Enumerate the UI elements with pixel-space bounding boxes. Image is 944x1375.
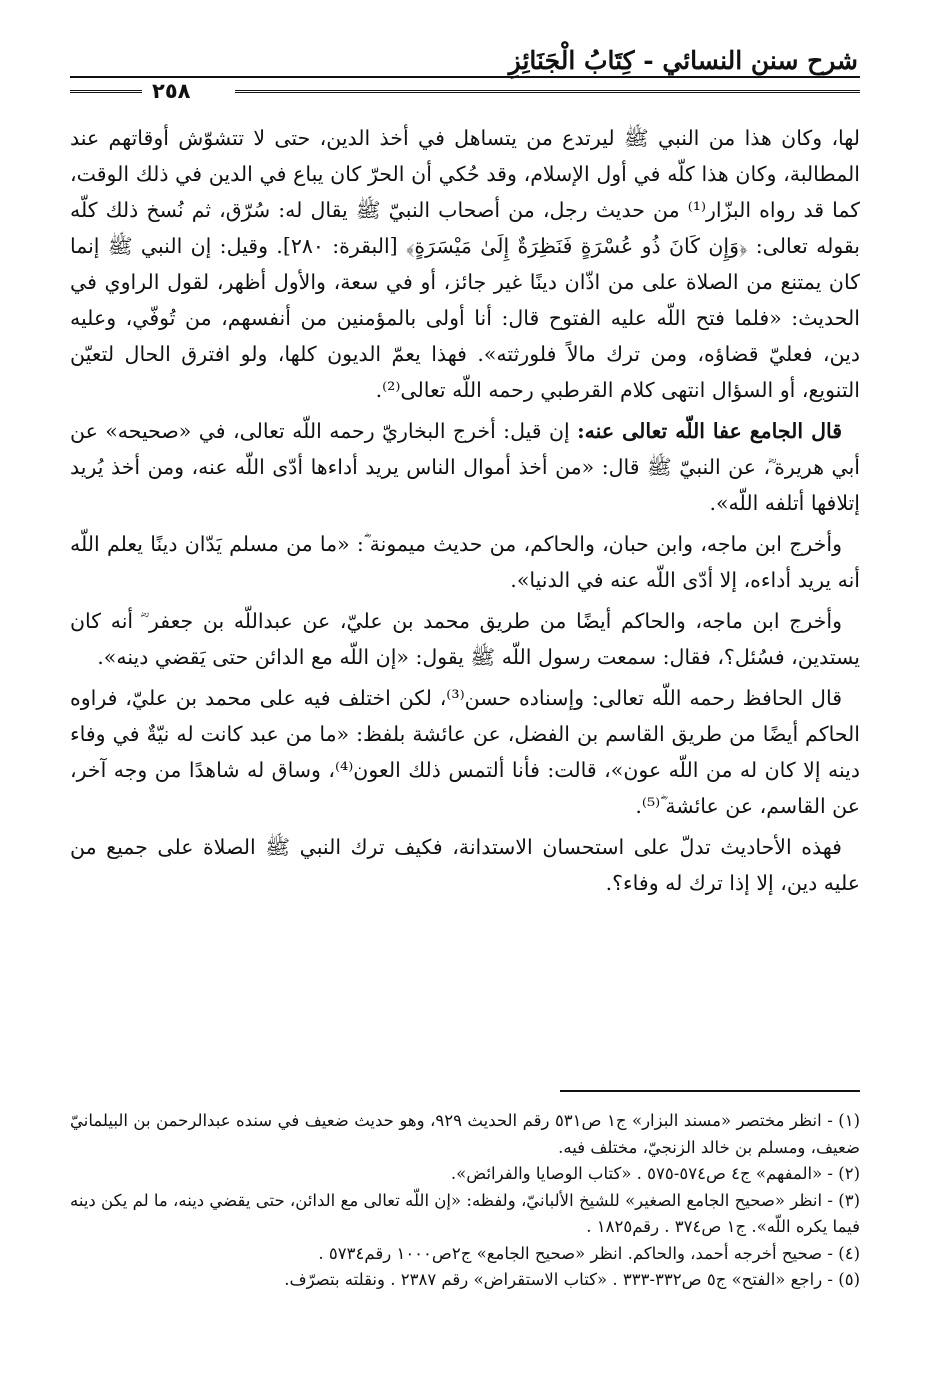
page-header [70, 40, 860, 102]
paragraph-5: قال الحافظ رحمه اللّه تعالى: وإسناده حسن⁽³⁾، لكن اختلف فيه على محمد بن عليّ، فراوه الحاكم أيضًا من طريق القاسم بن الفضل، عن عائشة بلفظ: «ما من عبد كانت له نيّةٌ في وفاء دينه إلا كان له من اللّه عون»، قالت: فأنا ألتمس ذلك العون⁽⁴⁾، وساق له شاهدًا من وجه آخر، عن القاسم، عن عائشة ؓ⁽⁵⁾. [70, 686, 860, 818]
book-page [70, 40, 860, 1340]
paragraph-1: لها، وكان هذا من النبي ﷺ ليرتدع من يتساهل في أخذ الدين، حتى لا تتشوّش أوقاتهم عند المطالبة، وكان هذا كلّه في أول الإسلام، وقد حُكي أن الحرّ كان يباع في الدين في ذلك الوقت، كما قد رواه البزّار⁽¹⁾ من حديث رجل، من أصحاب النبيّ ﷺ يقال له: سُرّق، ثم نُسخ ذلك كلّه بقوله تعالى: ﴿وَإِن كَانَ ذُو عُسْرَةٍ فَنَظِرَةٌ إِلَىٰ مَيْسَرَةٍ﴾ [البقرة: ٢٨٠]. وقيل: إن النبي ﷺ إنما كان يمتنع من الصلاة على من اذّان دينًا غير جائز، أو في سعة، والأول أظهر، لقول الراوي في الحديث: «فلما فتح اللّه عليه الفتوح قال: أنا أولى بالمؤمنين من أنفسهم، من تُوفّي، وعليه دين، فعليّ قضاؤه، ومن ترك مالاً فلورثته». فهذا يعمّ الديون كلها، ولو افترق الحال لتعيّن التنويع، أو السؤال انتهى كلام القرطبي رحمه اللّه تعالى⁽²⁾. [70, 126, 861, 402]
footnote-5: (٥) - راجع «الفتح» ج٥ ص٣٣٢-٣٣٣ . «كتاب الاستقراض» رقم ٢٣٨٧ . ونقلته بتصرّف. [284, 1270, 860, 1289]
footnote-2: (٢) - «المفهم» ج٤ ص٥٧٤-٥٧٥ . «كتاب الوصايا والفرائض». [450, 1164, 860, 1183]
footnotes [70, 1108, 860, 1294]
footnote-4: (٤) - صحيح أخرجه أحمد، والحاكم. انظر «صحيح الجامع» ج٢ص١٠٠٠ رقم٥٧٣٤ . [318, 1243, 860, 1263]
page-number-rule-left [70, 90, 142, 96]
main-text [70, 120, 860, 906]
header-rule [70, 76, 860, 78]
paragraph-2-lead: قال الجامع عفا اللّه تعالى عنه: [577, 419, 843, 443]
page-number: ٢٥٨ [152, 79, 191, 103]
paragraph-2-text: إن قيل: أخرج البخاريّ رحمه اللّه تعالى، في «صحيحه» عن أبي هريرة ؓ، عن النبيّ ﷺ قال: «من أخذ أموال الناس يريد أداءها أدّى اللّه عنه، ومن أخذ يُريد إتلافها أتلفه اللّه». [70, 419, 860, 515]
running-title: شرح سنن النسائي - كِتَابُ الْجَنَائِزِ [508, 46, 858, 75]
footnote-divider [560, 1090, 860, 1092]
page-number-rule-right [235, 90, 860, 96]
paragraph-4: وأخرج ابن ماجه، والحاكم أيضًا من طريق محمد بن عليّ، عن عبداللّه بن جعفر ؓ أنه كان يستدين، فسُئل؟، فقال: سمعت رسول اللّه ﷺ يقول: «إن اللّه مع الدائن حتى يَقضي دينه». [70, 609, 860, 669]
paragraph-2 [70, 413, 860, 521]
paragraph-6: فهذه الأحاديث تدلّ على استحسان الاستدانة، فكيف ترك النبي ﷺ الصلاة على جميع من عليه دين، إلا إذا ترك له وفاء؟. [70, 835, 860, 895]
paragraph-3: وأخرج ابن ماجه، وابن حبان، والحاكم، من حديث ميمونة ؓ: «ما من مسلم يَدّان دينًا يعلم اللّه أنه يريد أداءه، إلا أدّى اللّه عنه في الدنيا». [70, 532, 860, 592]
footnote-1: (١) - انظر مختصر «مسند البزار» ج١ ص٥٣١ رقم الحديث ٩٢٩، وهو حديث ضعيف في سنده عبدالرحمن بن البيلمانيّ ضعيف، ومسلم بن خالد الزنجيّ، مختلف فيه. [70, 1111, 860, 1157]
footnote-3: (٣) - انظر «صحيح الجامع الصغير» للشيخ الألبانيّ، ولفظه: «إن اللّه تعالى مع الدائن، حتى يقضي دينه، ما لم يكن دينه فيما يكره اللّه». ج١ ص٣٧٤ . رقم١٨٢٥ . [70, 1190, 860, 1236]
